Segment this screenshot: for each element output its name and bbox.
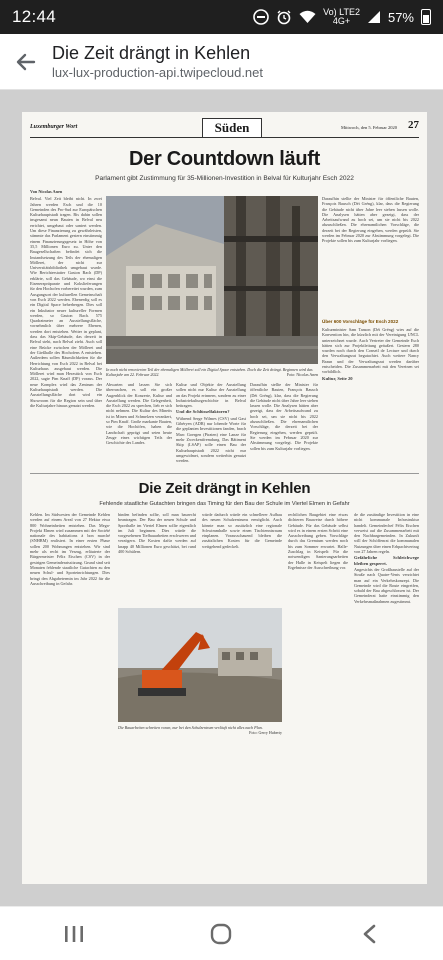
back-icon: [362, 924, 376, 944]
story2-subheadline: Fehlende staatliche Gutachten bringen das Timing für den Bau der Schule im Viertel Elmen in Gefahr: [99, 501, 350, 507]
home-button[interactable]: [191, 907, 251, 960]
story2-col5-text: de die zuständige Investition in eine nicht kommunale Infrastruktur handelt. Gemeindechef Félix Eischen verweist auf die Zusammenarbeit mit den Nachbargemeinden. In Zukunft will der Schöffenrat die kommunalen Nutzungen über einen Erbpachtvertrag von 27 Jahren regeln.: [354, 512, 419, 555]
status-bar: [0, 0, 443, 34]
do-not-disturb-icon: [253, 9, 269, 25]
newspaper-page[interactable]: [22, 112, 427, 884]
story2-column-1: [30, 512, 110, 762]
story1-photo: [106, 196, 318, 364]
story1-sidebar-heading: Über 600 Vorschläge für Esch 2022: [322, 319, 399, 324]
status-icons: [253, 8, 431, 26]
story2-caption-text: Die Bauarbeiten schreiten voran, nur bei den Schulzentrum verläuft nicht alles nach Plan.: [118, 725, 263, 730]
masthead: [30, 118, 419, 138]
page-title: Die Zeit drängt in Kehlen: [52, 42, 251, 63]
nav-back-button[interactable]: [339, 907, 399, 960]
alarm-icon: [276, 9, 292, 25]
story1-column-1: [30, 189, 102, 467]
masthead-section: Süden: [202, 118, 262, 137]
story2-col5b-text: Angesichts der Großbaustelle auf der Straße nach Quatre-Vents verzichtet man auf ein Verkehrskonzept. Die Gemeinde wird die Route eingreifen, sobald der Bau abgeschlossen ist. Der Gemeinderat hatte einstimmig den Verkehrsmaßnahmen zugestimmt.: [354, 566, 419, 604]
arrow-left-icon: [16, 52, 36, 72]
signal-icon: [367, 10, 381, 24]
story2-photo: [118, 608, 282, 722]
story2-col5-subhead: Gefährliche Schleichwege bleiben gesperrt.: [354, 555, 419, 566]
story2-col3-text: würde dadurch würde ein schnellerer Aufbau des neuen Schulzentrums ermöglicht. Auch könnte man so zusätzlich eine regionale Schwimmhalle sowie einen Tischtennisraum einplanen. Vorausschauend bleiben die zusätzlichen Kosten für die Gemeinde weitgehend gedeckelt.: [202, 512, 282, 549]
story1-col2-text: Weiter in geplant, dass das Skip-Gebäude, das derzeit in Belval steht, nach Belval zieht. Auch soll eine Brücke zwischen der Möllerei und der Gießhalle des Hochofens A entstehen. Außerdem sollen Räumlichkeiten für die Herrichtung von Esch 2022 in Belval bei Kulturhaus ausgebaut werden. Die Möllerei wird man Herzstück von Esch 2022, sagte Pim Knaff (DP) voraus. Der neue Komplex wird das Zentrum der Kulturhauptstadt werden. Die Ausstellungsfläche dort wird ein Showroom für die Region sein und über die Kulturjahre hinaus genutzt werden.: [30, 328, 102, 408]
masthead-page-number: 27: [408, 119, 419, 131]
story1-col3-text: Abwarten und lassen Sie sich überraschen, es soll ein großer Augenblick der Konzerte, Kultur und Ausstellung werden. Die Gelegenheit, die Esch 2022 zu sprechen, lieb er sich nicht nehmen. Die Kultur des Minetts ist in Minen und Schmelzen verankert, so Pim Knaff. Große markante Bauten, wie die Hochöfen, haben die Landschaft geprägt und seien heute Zeuge eines wichtigen Teils der Geschichte des Landes.: [106, 382, 172, 446]
network-label: Vo) LTE2 4G+: [323, 7, 360, 26]
story2-column-4: [288, 512, 348, 762]
story2-photo-caption: [118, 725, 282, 735]
story1-col4b-text: Während Serge Wilmes (CSV) und Gast Gibéryen (ADR) nur lobende Worte für die geplanten Investitionen fanden, brach Marc Goergen (Piraten) eine Lanze für mehr Zweckentfremdung. Das Bâtiment Skip (LSAP) solle einen Bau der Kulturhauptstadt 2022 nicht nur umgewidmet, sondern weiterhin genutzt werden.: [176, 415, 246, 464]
story1-more-link[interactable]: Kultur, Seite 20: [322, 375, 353, 381]
story1-subheadline: Parlament gibt Zustimmung für 35-Millionen-Investition in Belval für Kulturjahr Esch 2022: [95, 175, 354, 182]
battery-percent: 57%: [387, 9, 414, 25]
masthead-paper: Luxemburger Wort: [30, 124, 78, 130]
story1-col4-subhead: Und die Schlüsselfaktoren?: [176, 409, 230, 415]
story1-photo-credit: Foto: Nicolas Anen: [286, 372, 318, 377]
masthead-date: Mittwoch, den 5. Februar 2020: [341, 125, 397, 130]
recents-icon: [63, 924, 85, 944]
system-nav-bar: [0, 906, 443, 960]
story2-column-3: [202, 512, 282, 604]
recents-button[interactable]: [44, 907, 104, 960]
story-divider: [30, 473, 419, 474]
story1-caption-text: In noch nicht renovierten Teil der ehemaligen Möllerei soll ein Digital Space entstehen. Doch die Zeit drängt. Beginnen wird das Kulturjahr am 22. Februar 2022.: [106, 367, 313, 377]
article-viewer[interactable]: [0, 90, 443, 906]
app-bar-titles: [52, 42, 263, 82]
story1-byline: Von Nicolas Anen: [30, 189, 63, 194]
story1-col1-text: Belval. Viel Zeit bleibt nicht. In zwei Jahren werden Esch und die 10 Gemeinden des Pro-Sud zur Europäischen Kulturhauptstadt tragen. Bis dahin sollen insgesamt neun Bauten in Belval neu errichtet, umgebaut oder saniert werden. Um diese Finanzierung zu gewährleisten, stimmte das Parlament gestern einstimmig einem Finanzierungsgesetz in Höhe von 35,5 Millionen Euro zu. Unter den Baugesellschaften befindet sich die Instandsetzung des Teils der ehemaligen Möllerei, der nicht zur Universitätsbibliothek umgebaut wurde. Wie Berichterstatter Gaston Bach (DP) erklärte, soll das Gebäude, wo einst die Eisenerzpräparate und Kokslieferungen für den Hochofen vorbereitet wurden, zum Ausgangsort der kulturellen Gemeinschaft von Esch 2022 werden. Ebenerdig soll es ein Digital Space beherbergen. Dies soll ein Inkubator neuer kultureller Formen werden, so Gaston Bach. 575 Quadratmeter an Ausstellungsfläche, vornehmlich über mehrere Ebenen, werden dort entstehen.: [30, 196, 102, 334]
story2-col2-text: binden befinden sollte, soll man baurecht beantragen. Der Bau der neuen Schule und Sporthalle im Viertel Elmen sollte eigentlich im Juli beginnen. Dies würde die vorgesehenen Tiefbauarbeiten erschweren und verzögern. Die Kosten dafür werden auf knapp 40 Millionen Euro geschätzt, bei rund 400 Schülern.: [118, 512, 196, 555]
story1-column-6: [322, 196, 419, 316]
story2-headline: Die Zeit drängt in Kehlen: [138, 480, 311, 497]
story1-headline: Der Countdown läuft: [129, 148, 320, 170]
story1-col7-text: Kulturminister Sam Tanson (Déi Gréng) wies auf die Konvention hin, die kürzlich mit der Vereinigung UNCL unterzeichnet wurde. Auch Vertreter der Gemeinde Esch hätten sich zur Projektleitung geäußert. Gestern 280 wurden noch durch den Conseil de Lecture und durch den Verwaltungsrat begutachtet. Auch weitere Nancy Braun und der Verwaltungsrat werden darüber entscheiden. Die Zusammenarbeit mit den Vereinen sei vorbildlich.: [322, 327, 419, 375]
story1-col5-text: Daraufhin stellte der Minister für öffentliche Bauten, François Bausch (Déi Gréng), klar, dass die Regierung die Gebäude nicht über Jahre leer stehen lassen wolle. Die Analysen hätten aber gezeigt, dass der Arbeitsaufwand zu hoch sei, um sie nicht bis 2022 abzuschließen. Die ehrenamtlichen Vorschläge, die derzeit bei der Regierung eingehen, werden geprüft. Sie werden im Februar 2020 zur Abstimmung vorgelegt. Die Projekte sollen bis zum Kulturjahr vorliegen.: [250, 382, 318, 451]
story2-column-5: [354, 512, 419, 762]
story1-column-4: [176, 382, 246, 468]
story2-photo-credit: Foto: Gerry Huberty: [249, 730, 282, 735]
back-button[interactable]: [0, 34, 52, 90]
wifi-icon: [299, 10, 316, 24]
story1-col6-text: Daraufhin stellte der Minister für öffentliche Bauten, François Bausch (Déi Gréng), klar, dass die Regierung die Gebäude nicht über Jahre leer stehen lassen wolle. Die Analysen hätten aber gezeigt, dass der Arbeitsaufwand zu hoch sei, um sie nicht bis 2022 abzuschließen. Die ehrenamtlichen Vorschläge, die derzeit bei der Regierung eingehen, werden geprüft. Sie werden im Februar 2020 zur Abstimmung vorgelegt. Die Projekte sollen bis zum Kulturjahr vorliegen.: [322, 196, 419, 244]
app-bar: [0, 34, 443, 90]
construction-site-illustration: [118, 608, 282, 722]
battery-icon: [421, 9, 431, 25]
story1-col4-text: Kultur und Objekte der Ausstellung sollen nicht nur Kultur der Ausstellung an das Projekt erinnern, sondern zu einer Industriekulturgeschichte in Belval beitragen.: [176, 382, 246, 409]
story2-column-2: [118, 512, 196, 604]
story1-column-5: [250, 382, 318, 468]
story1-column-3: [106, 382, 172, 468]
story1-column-7: [322, 327, 419, 467]
status-time: 12:44: [12, 7, 57, 26]
story2-col1-text: Kehlen. Im Südwesten der Gemeinde Kehlen werden auf einem Areal von 27 Hektar etwa 800 Wohneinheiten entstehen. Das Mega-Projekt Elmen wird zusammen mit der Société nationale des habitations à bon marché (SNHBM) realisiert. In einer ersten Phase sollen 200 Wohnungen entstehen. Wir sind mehr als recht im Verzug, erläuterte der Bürgermeister Félix Eischen (CSV) in der gestrigen Gemeinderatssitzung. Grund sind seit Monaten fehlende staatliche Gutachten zu den neuen Schul- und Sporteinrichtungen. Dies bringt den Abgabetermin im Jahr 2022 für die Ausschreibung in Gefahr.: [30, 512, 110, 586]
page-url: lux-lux-production-api.twipecloud.net: [52, 64, 264, 80]
home-icon: [210, 923, 232, 945]
story1-photo-caption: [106, 367, 318, 377]
belval-building-illustration: [106, 196, 318, 364]
story2-col4-text: rechtlichen Baugebiet eine etwas dichteren Bauweise durch höhere Gebäude. Für das Gebäude selbst wird es in einem ersten Schritt eine Ausschreibung geben. Vorschläge durch das Gremium werden noch bis zum Sommer erwartet. Halle-Zuschlag in Keispelt: Für die notwendigen Sanierungsarbeiten der Halle in Keispelt liegen die Ergebnisse der Ausschreibung vor.: [288, 512, 348, 570]
